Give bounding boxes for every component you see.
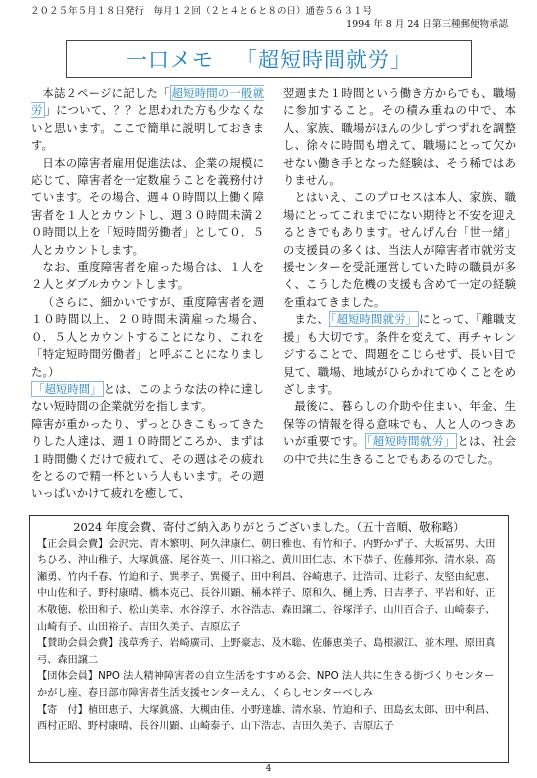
paragraph: （さらに、細かいですが、重度障害者を週１０時間以上、２０時間未満雇った場合、０．５人とカウントすることになり、これを「特定短時間労働者」と呼ぶことになりました。） xyxy=(31,294,264,379)
postal-approval: 1994 年 8 月 24 日第三種郵便物承認 xyxy=(346,19,508,30)
text: とは、このような法の枠に達しない短時間の企業就労を指します。 xyxy=(31,381,264,414)
highlight-term: 「超短時間就労」 xyxy=(330,312,417,327)
masthead xyxy=(30,5,508,31)
paragraph: 翌週また１時間という働き方からでも、職場に参加すること。その積み重ねの中で、本人、家族、職場がほんの少しずつずれを調整し、徐々に時間も増えて、職場にとって欠かせない働き手となった経験は、そう稀ではありません。 xyxy=(283,86,516,188)
text: にとって、「離職支援」も大切です。条件を変えて、再チャレンジすることで、問題をこじらせず、長い目で見て、職場、地域がひらかれてゆくことをめざします。 xyxy=(283,312,516,396)
highlight-term: 「超短時間就労」 xyxy=(366,434,456,449)
page-number: 4 xyxy=(265,764,272,774)
page-title xyxy=(66,40,472,78)
paragraph: なお、重度障害者を雇った場合は、１人を２人とダブルカウントします。 xyxy=(31,260,264,292)
title-prefix: 一口メモ xyxy=(126,48,214,72)
acknowledgement-section xyxy=(37,669,501,702)
section-names: 植田恵子、大塚眞盛、大槻由佳、小野達雄、清水泉、竹迫和子、田島玄太郎、田中利昌、西村正昭、野村康晴、長谷川顕、山崎泰子、山下浩志、吉田久美子、吉原広子 xyxy=(37,704,496,733)
article-body xyxy=(31,85,516,501)
publication-info: ２０２５年５月１８日発行 毎月１２回（２と４と６と８の日）通巻５６３１号 xyxy=(30,6,373,17)
acknowledgement-section xyxy=(37,636,501,669)
text: 」について、？？と思われた方も少なくないと思います。ここで簡単に説明しておきます。 xyxy=(31,103,264,153)
acknowledgement-section xyxy=(37,703,501,736)
highlight-term: 超短時間の一般就労 xyxy=(31,86,264,118)
text: また、 xyxy=(294,312,329,327)
paragraph: 障害が重かったり、ずっとひきこもってきたりした人達は、週１０時間どころか、まずは１時間働くだけで疲れて、その週はその疲れをとるので精一杯という人もいます。その週いっぱいかけて疲れを癒して、 xyxy=(31,416,264,501)
right-column xyxy=(283,85,516,468)
acknowledgement-title: 2024 年度会費、寄付ご納入ありがとうございました。（五十音順、敬称略） xyxy=(73,520,465,534)
text: 本誌２ページに記した「 xyxy=(42,86,170,100)
paragraph xyxy=(31,85,264,155)
acknowledgement-section xyxy=(37,537,501,637)
acknowledgement-box xyxy=(29,515,509,763)
paragraph xyxy=(283,311,516,398)
paragraph xyxy=(31,381,264,416)
paragraph xyxy=(283,398,516,468)
paragraph: 日本の障害者雇用促進法は、企業の規模に応じて、障害者を一定数雇うことを義務付けています。その場合、週４０時間以上働く障害者を１人とカウントし、週３０時間未満２０時間以上を「短時間労働者」として０．５人とカウントします。 xyxy=(31,155,264,257)
section-names: 浅草秀子、岩崎廣司、上野豪志、及木聡、佐藤恵美子、島根淑江、並木理、原田真弓、森田譲二 xyxy=(37,638,496,666)
highlight-term: 「超短時間」 xyxy=(33,381,102,396)
section-label: 【正会員会費】 xyxy=(37,538,109,550)
section-names: NPO 法人精神障害者の自立生活をすすめる会、NPO 法人共に生きる街づくりセンターかがし座、春日部市障害者生活支援センターえん、くらしセンターべしみ xyxy=(37,671,495,699)
text: 最後に、暮らしの介助や住まい、年金、生保等の情報を得る意味でも、人と人のつきあいが重要です。 xyxy=(283,399,516,449)
title-main: 「超短時間就労」 xyxy=(236,48,412,72)
paragraph: とはいえ、このプロセスは本人、家族、職場にとってこれまでにない期待と不安を迎えるときでもあります。せんげん台「世一緒」の支援員の多くは、当法人が障害者市就労支援センターを受託運営していた時の職員が多く、こうした危機の支援も含めて一定の経験を重ねてきました。 xyxy=(283,190,516,309)
section-label: 【賛助会員会費】 xyxy=(37,638,119,650)
section-label: 【寄 付】 xyxy=(37,704,88,716)
section-label: 【団体会員】 xyxy=(37,671,99,683)
text: とは、社会の中で共に生きることでもあるのでした。 xyxy=(283,434,516,466)
section-names: 会沢完、青木繁明、阿久津康仁、朝日雅也、有竹和子、内野かず子、大坂冨男、大田ちひろ、沖山稚子、大塚眞盛、尾谷英一、川口裕之、黄川田仁志、木下恭子、佐藤邦弥、清水泉、高瀬勇、竹内千春、竹迫和子、巽孝子、巽優子、田中利昌、谷崎恵子、辻浩司、辻彩子、友堅由紀恵、中山佐和子、野村康晴、橋本克己、長谷川顕、桶本祥子、原和久、樋上秀、日吉孝子、平岩和好、正木敬徳、松田和子、松山美幸、水谷淳子、水谷浩志、森田譲二、谷塚洋子、山川百合子、山崎泰子、山崎有子、山田裕子、吉田久美子、吉原広子 xyxy=(37,538,496,633)
left-column xyxy=(31,85,264,503)
